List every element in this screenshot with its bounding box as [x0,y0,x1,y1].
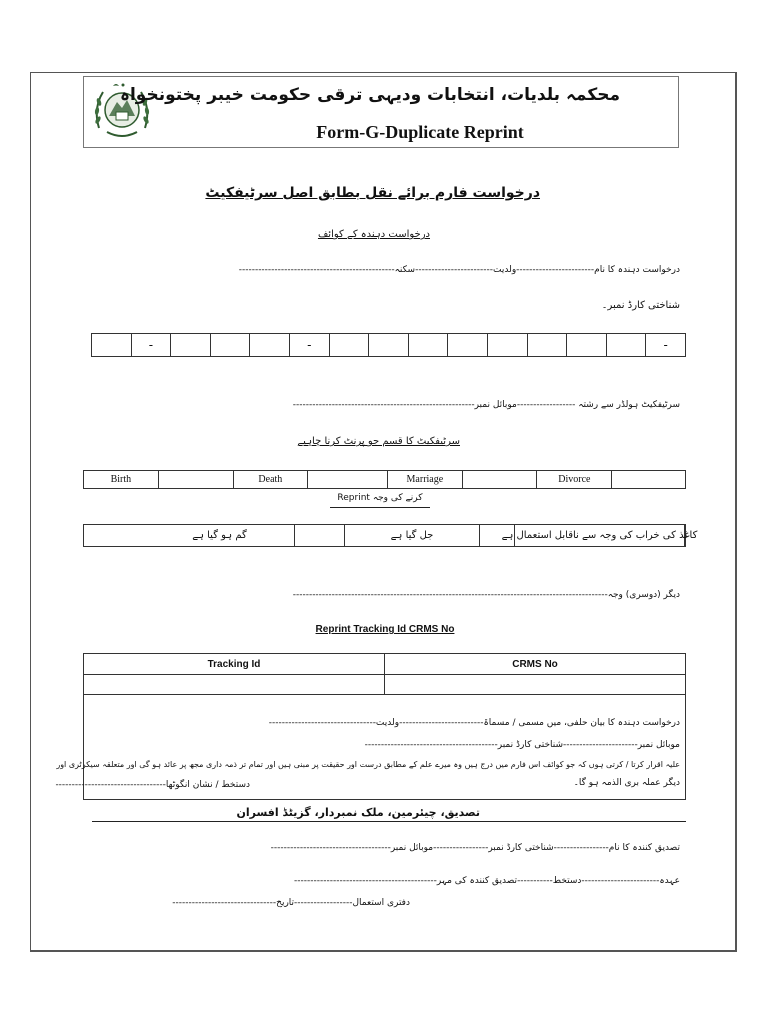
verifier-details-line[interactable]: تصدیق کنندہ کا نام-----------------شناختی کارڈ نمبر-----------------موبائل نمبر------------------------------------- [270,843,680,853]
cnic-box[interactable] [528,334,568,356]
main-heading: درخواست فارم برائے نقل بطابق اصل سرٹیفکیٹ [205,185,540,201]
crms-no-header: CRMS No [512,658,558,670]
option-divorce: Divorce [537,471,612,488]
checkbox-lost[interactable] [84,525,145,546]
option-death: Death [234,471,309,488]
checkbox-marriage[interactable] [463,471,538,488]
cnic-box[interactable] [250,334,290,356]
declaration-line-4: دیگر عملہ بری الذمہ ہو گا۔ [573,778,680,788]
tracking-title: Reprint Tracking Id CRMS No [315,624,455,635]
reason-burnt: جل گیا ہے [345,525,480,546]
office-use-line[interactable]: دفتری استعمال------------------تاریخ-------------------------------- [172,898,410,908]
reason-title-underline [330,507,430,508]
certificate-type-table [83,470,686,489]
declaration-line-1[interactable]: درخواست دہندہ کا بیان حلفی، میں مسمی / مسماۃ--------------------------ولدیت--------------------------------- [268,718,680,728]
cnic-input-boxes[interactable] [91,333,686,357]
applicant-section-title: درخواست دہندہ کے کوائف [317,229,430,240]
tracking-table [83,653,686,695]
verifier-designation-line[interactable]: عہدہ------------------------دستخط-----------تصدیق کنندہ کی مہر-------------------------------------------- [293,876,680,886]
form-page [30,72,737,952]
cnic-box[interactable] [171,334,211,356]
relation-mobile-line[interactable]: سرٹیفکیٹ ہولڈر سے رشتہ ------------------موبائل نمبر-------------------------------------------------------- [292,400,680,410]
declaration-line-2[interactable]: موبائل نمبر-----------------------شناختی کارڈ نمبر----------------------------------------- [364,740,680,750]
declaration-line-3: علیہ اقرار کرتا / کرتی ہوں کہ جو کوائف اس فارم میں درج ہیں وہ میرے علم کے مطابق درست اور حقیقت پر مبنی ہیں اور تمام تر ذمہ داری مجھ پر عائد ہو گی اور متعلقہ سیکرٹری اور [56,760,680,769]
reprint-reason-table [83,524,698,547]
other-reason-line[interactable]: دیگر (دوسری) وجہ------------------------------------------------------------------------------------------------- [292,590,680,600]
cnic-box[interactable] [567,334,607,356]
reason-lost: گم ہو گیا ہے [145,525,295,546]
checkbox-damaged[interactable] [480,525,515,546]
cnic-box[interactable] [409,334,449,356]
verification-divider [92,821,686,822]
cnic-box[interactable] [92,334,132,356]
cnic-box[interactable] [211,334,251,356]
checkbox-divorce[interactable] [612,471,685,488]
crms-no-field[interactable] [385,675,685,695]
tracking-id-field[interactable] [84,675,385,695]
reason-damaged: کاغذ کی خراب کی وجہ سے ناقابل استعمال ہے [515,525,685,546]
reprint-reason-title: Reprint کرنے کی وجہ [337,493,423,503]
cnic-box[interactable]: - [290,334,330,356]
signature-thumb-line[interactable]: دستخط / نشان انگوٹھا---------------------------------- [55,780,250,790]
cnic-box[interactable] [607,334,647,356]
tracking-id-header: Tracking Id [84,654,385,674]
cnic-box[interactable]: - [663,338,668,352]
form-title: Form-G-Duplicate Reprint [316,122,524,142]
cnic-box[interactable] [448,334,488,356]
cnic-label: شناختی کارڈ نمبر۔ [601,300,680,311]
cnic-box[interactable] [369,334,409,356]
cnic-box[interactable]: - [132,334,172,356]
cnic-box[interactable] [488,334,528,356]
option-birth: Birth [84,471,159,488]
certificate-type-title: سرٹیفکیٹ کا قسم جو پرنٹ کرنا چاہیے [297,436,460,447]
checkbox-burnt[interactable] [295,525,345,546]
applicant-name-line[interactable]: درخواست دہندہ کا نام------------------------ولدیت------------------------سکنہ------------------------------------------------ [238,265,680,275]
department-title: محکمہ بلدیات، انتخابات ودیہی ترقی حکومت خیبر پختونخواہ [120,85,620,105]
verification-title: تصدیق، چیئرمین، ملک نمبردار، گزیٹڈ افسران [236,806,480,819]
option-marriage: Marriage [388,471,463,488]
checkbox-birth[interactable] [159,471,234,488]
checkbox-death[interactable] [308,471,388,488]
cnic-box[interactable] [330,334,370,356]
